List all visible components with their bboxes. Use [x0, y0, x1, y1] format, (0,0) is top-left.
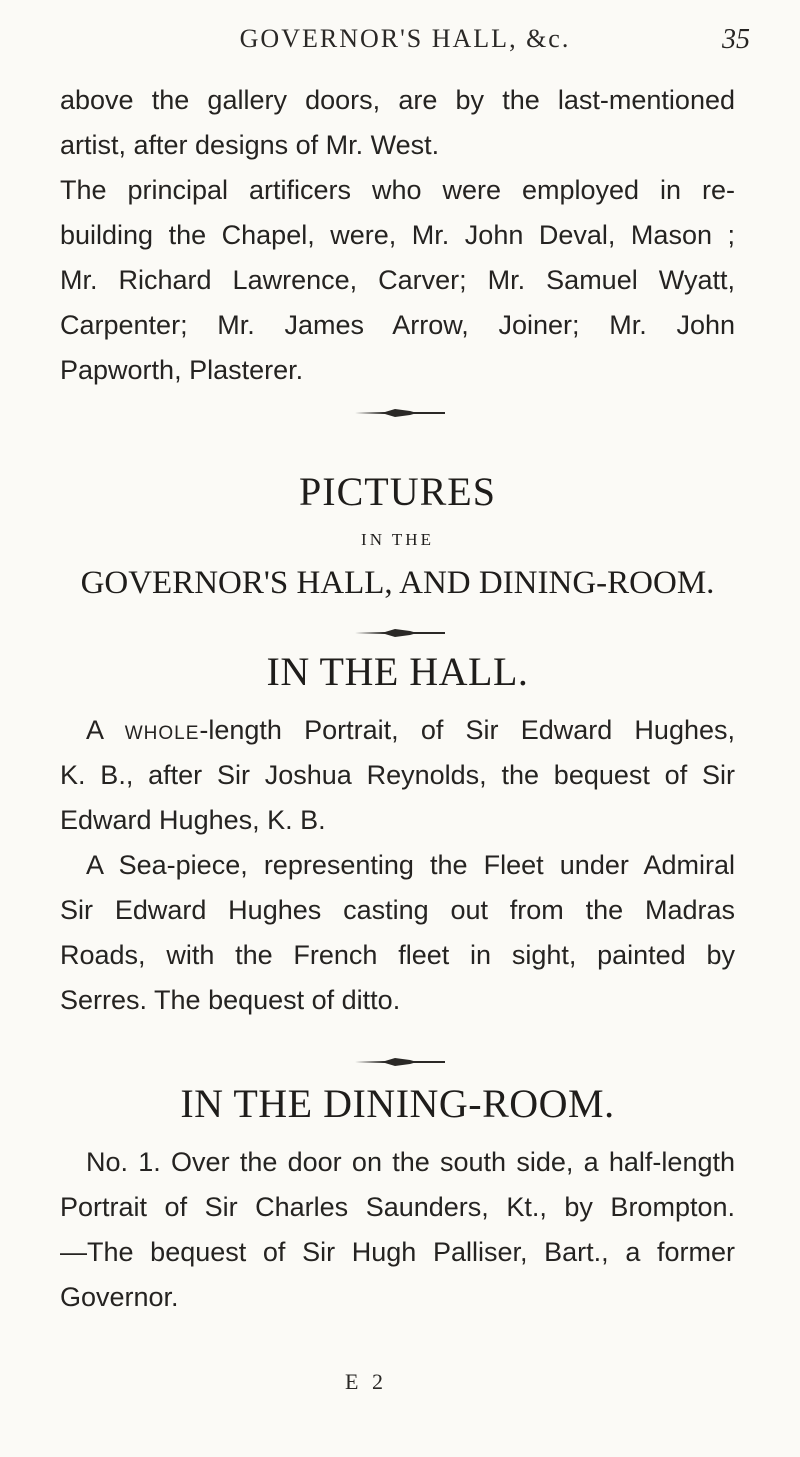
ornamental-rule — [355, 1057, 445, 1067]
text-line: Mr. Richard Lawrence, Carver; Mr. Samuel Wyatt, — [60, 265, 735, 295]
pictures-subtitle-wrap — [60, 530, 735, 550]
text-line: The principal artificers who were employed in re- — [60, 175, 735, 205]
text-line: building the Chapel, were, Mr. John Deval, Mason ; — [60, 220, 735, 250]
text-line: artist, after designs of Mr. West. — [60, 130, 440, 160]
ornamental-rule — [355, 628, 445, 638]
text-line: No. 1. Over the door on the south side, a half-length — [86, 1147, 735, 1177]
entry-text: -length Portrait, of Sir Edward Hughes, — [199, 715, 735, 745]
text-line: Roads, with the French fleet in sight, painted by — [60, 940, 735, 970]
ornamental-rule — [355, 408, 445, 418]
intro-paragraph — [60, 78, 735, 168]
dining-heading-wrap — [60, 1080, 735, 1127]
text-line: Papworth, Plasterer. — [60, 355, 304, 385]
hall-entry-2 — [60, 843, 735, 1023]
pictures-heading — [60, 468, 735, 515]
text-line: K. B., after Sir Joshua Reynolds, the bequest of Sir — [60, 760, 735, 790]
pictures-location: GOVERNOR'S HALL, AND DINING-ROOM. — [80, 565, 715, 601]
text-line: —The bequest of Sir Hugh Palliser, Bart., a former — [60, 1237, 735, 1267]
text-line: A Sea-piece, representing the Fleet under Admiral — [86, 850, 735, 880]
text-line: Sir Edward Hughes casting out from the Madras — [60, 895, 735, 925]
pictures-subtitle: IN THE — [361, 530, 434, 549]
pictures-title: PICTURES — [299, 469, 496, 514]
running-head — [60, 24, 750, 64]
pictures-location-wrap — [60, 565, 735, 602]
signature-mark: E 2 — [345, 1369, 387, 1394]
text-line: Edward Hughes, K. B. — [60, 805, 326, 835]
dining-heading: IN THE DINING-ROOM. — [180, 1081, 615, 1126]
text-line: Carpenter; Mr. James Arrow, Joiner; Mr. John — [60, 310, 735, 340]
text-line: Serres. The bequest of ditto. — [60, 985, 401, 1015]
text-line: above the gallery doors, are by the last-mentioned — [60, 85, 735, 115]
text-line: Portrait of Sir Charles Saunders, Kt., by Brompton. — [60, 1192, 735, 1222]
text-line: Governor. — [60, 1282, 179, 1312]
text-line — [60, 708, 735, 753]
hall-heading: IN THE HALL. — [266, 649, 529, 694]
artificers-paragraph — [60, 168, 735, 393]
entry-prefix: A — [86, 715, 125, 745]
page-number: 35 — [722, 24, 750, 55]
smallcaps-word: whole — [124, 715, 200, 745]
hall-heading-wrap — [60, 648, 735, 695]
hall-entry-1 — [60, 708, 735, 843]
dining-entry-1 — [60, 1140, 735, 1320]
running-title: GOVERNOR'S HALL, &c. — [239, 24, 571, 53]
